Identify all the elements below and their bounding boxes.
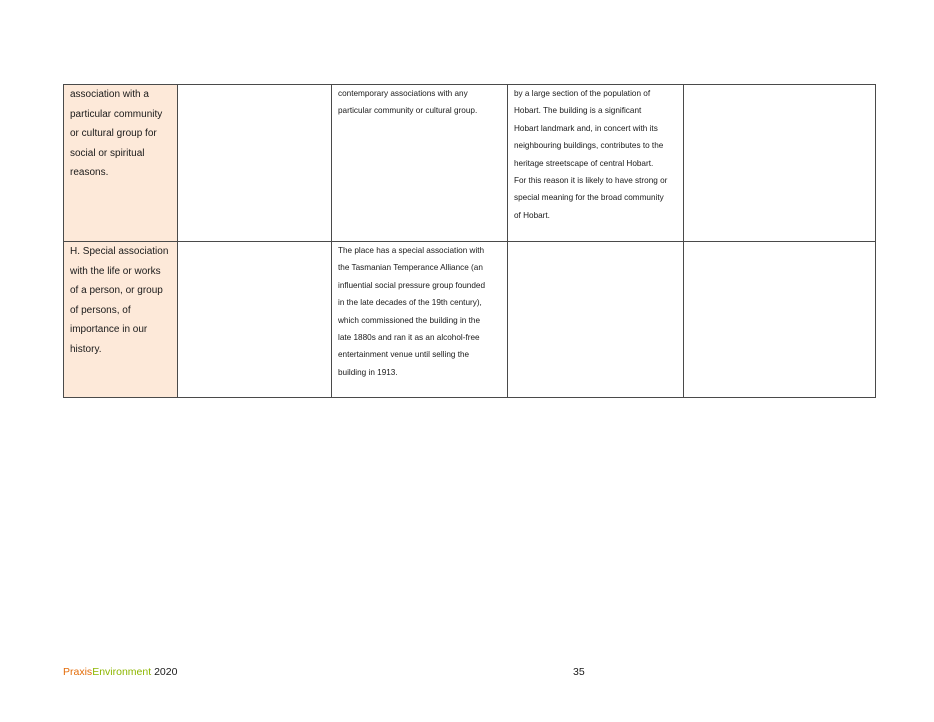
table-cell	[508, 242, 684, 398]
criterion-cell	[64, 242, 178, 398]
brand-praxis: Praxis	[63, 666, 93, 678]
criterion-cell	[64, 85, 178, 242]
footer-brand	[63, 665, 177, 679]
footer-year: 2020	[154, 666, 178, 678]
cell-text: The place has a special association with the Tasmanian Temperance Alliance (an influential social pressure group founded in the late decades of the 19th century), which commissioned the building in the late 1880s and ran it as an alcohol-free entertainment venue until selling the building in 1913.	[338, 246, 486, 377]
criterion-text: H. Special association with the life or works of a person, or group of persons, of importance in our history.	[70, 246, 169, 355]
page-number: 35	[573, 666, 585, 678]
table-cell	[178, 85, 332, 242]
table-row	[64, 242, 876, 398]
table-cell	[508, 85, 684, 242]
table-cell	[684, 242, 876, 398]
cell-text: by a large section of the population of Hobart. The building is a significant Hobart landmark and, in concert with its neighbouring buildings, contributes to the heritage streetscape of central Hobart. For this reason it is likely to have strong or special meaning for the broad community of Hobart.	[514, 89, 668, 220]
table-cell	[178, 242, 332, 398]
heritage-criteria-table	[63, 84, 876, 398]
table-cell	[332, 85, 508, 242]
table-cell	[684, 85, 876, 242]
cell-text: contemporary associations with any particular community or cultural group.	[338, 89, 478, 116]
brand-environment: Environment	[92, 666, 152, 678]
table-cell	[332, 242, 508, 398]
table-row	[64, 85, 876, 242]
criterion-text: association with a particular community or cultural group for social or spiritual reasons.	[70, 89, 163, 179]
